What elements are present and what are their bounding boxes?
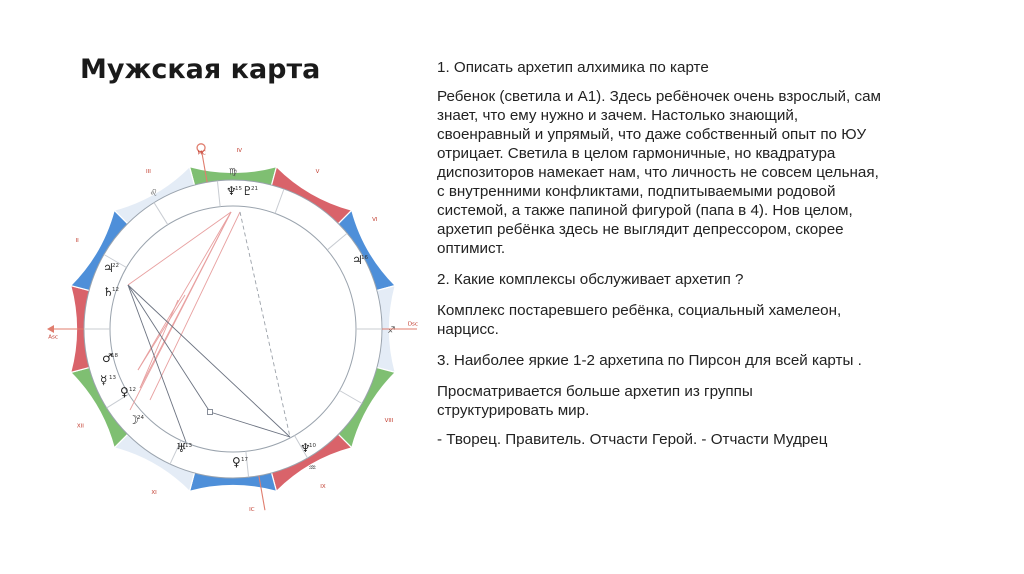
planet-degree-label: 17: [241, 457, 248, 463]
planet-degree-label: 12: [112, 287, 119, 293]
house-label: Asc: [48, 334, 58, 341]
zodiac-sign-label: ♌: [149, 188, 158, 199]
house-label: II: [75, 238, 79, 244]
planet-degree-label: 22: [112, 263, 119, 269]
house-label: XI: [151, 489, 157, 496]
planet-glyph-icon: ♄: [103, 285, 114, 299]
zodiac-sign-label: ♒: [308, 463, 317, 474]
planet-glyph-icon: ♆: [300, 441, 311, 455]
answer-2: Комплекс постаревшего ребёнка, социальный хамелеон, нарцисс.: [437, 302, 842, 338]
planet-degree-label: 18: [111, 353, 118, 359]
planet-degree-label: 21: [251, 186, 258, 192]
planet-degree-label: 12: [129, 387, 136, 393]
planet-glyph-icon: ♆: [226, 184, 237, 198]
planet-glyph-icon: ♃: [352, 253, 363, 267]
planet-glyph-icon: ♇: [242, 184, 253, 198]
aspect-square-icon: [208, 410, 213, 415]
house-label: VIII: [384, 418, 394, 424]
house-label: VI: [372, 217, 378, 224]
planet-degree-label: 16: [361, 255, 368, 261]
planet-glyph-icon: ☿: [100, 373, 108, 387]
house-label: III: [146, 169, 151, 176]
planet-degree-label: 24: [137, 415, 144, 421]
house-label: IV: [236, 148, 242, 155]
planet-degree-label: 15: [235, 186, 242, 192]
planet-glyph-icon: ☽: [128, 413, 139, 427]
planet-glyph-icon: ♀: [120, 385, 129, 399]
question-1: 1. Описать архетип алхимика по карте: [437, 59, 709, 76]
slide-title: Мужская карта: [80, 54, 321, 85]
answer-3: Просматривается больше архетип из группы структурировать мир.: [437, 383, 753, 419]
natal-chart-container: [0, 0, 420, 574]
zodiac-inner-ring: [84, 180, 382, 478]
planet-degree-label: 10: [309, 443, 316, 449]
house-label: V: [315, 169, 320, 176]
planet-degree-label: 13: [185, 443, 192, 449]
question-3: 3. Наиболее яркие 1-2 архетипа по Пирсон для всей карты .: [437, 352, 862, 369]
house-label: Dsc: [407, 321, 418, 328]
text-column: [437, 58, 972, 461]
house-label: IC: [249, 507, 255, 514]
planet-glyph-icon: ♃: [103, 261, 114, 275]
house-label: XII: [76, 423, 84, 430]
archetype-list: - Творец. Правитель. Отчасти Герой. - Отчасти Мудрец: [437, 431, 828, 448]
natal-chart: [0, 0, 420, 574]
zodiac-sign-label: ♍: [228, 167, 238, 178]
planet-glyph-icon: ♀: [232, 455, 241, 469]
asc-arrow-icon: [47, 325, 54, 333]
answer-1: Ребенок (светила и А1). Здесь ребёночек очень взрослый, сам знает, что ему нужно и зачем. Настолько знающий, своенравный и упрямый, что даже собственный опыт по ЮУ отрицает. Светила в целом гармоничные, но квадратура диспозиторов намекает нам, что личность не совсем цельная, с внутренними конфликтами, подпитываемыми родовой системой, а также папиной фигурой (папа в 4). Нов целом, архетип ребёнка здесь не выглядит депрессором, скорее оптимист.: [437, 88, 881, 257]
planet-glyph-icon: ♅: [176, 441, 187, 455]
planet-degree-label: 13: [109, 375, 116, 381]
question-2: 2. Какие комплексы обслуживает архетип ?: [437, 271, 744, 288]
house-label: MC: [197, 150, 207, 157]
house-label: IX: [320, 483, 326, 490]
zodiac-sign-label: ♐: [387, 326, 396, 336]
planet-glyph-icon: ♂: [102, 351, 113, 365]
